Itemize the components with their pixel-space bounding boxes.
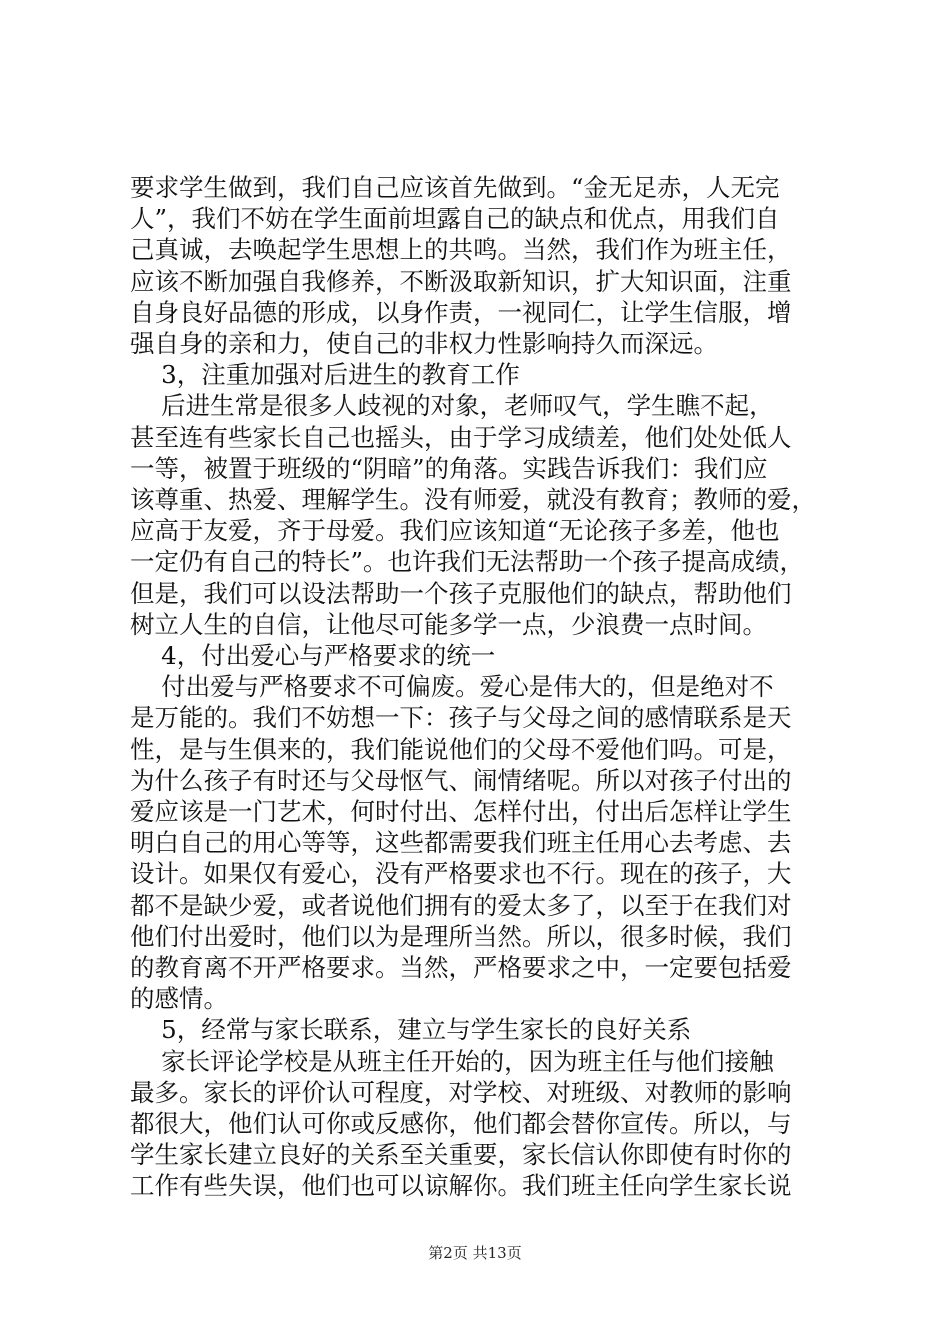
text-line: 家长评论学校是从班主任开始的，因为班主任与他们接触 bbox=[130, 1046, 774, 1076]
text-line: 5，经常与家长联系，建立与学生家长的良好关系 bbox=[130, 1015, 692, 1045]
text-line: 甚至连有些家长自己也摇头，由于学习成绩差，他们处处低人 bbox=[130, 422, 792, 452]
text-line: 是万能的。我们不妨想一下：孩子与父母之间的感情联系是天 bbox=[130, 703, 792, 733]
text-line: 工作有些失误，他们也可以谅解你。我们班主任向学生家长说 bbox=[130, 1171, 792, 1201]
text-line: 设计。如果仅有爱心，没有严格要求也不行。现在的孩子，大 bbox=[130, 859, 792, 889]
text-line: 4，付出爱心与严格要求的统一 bbox=[130, 641, 496, 670]
text-line: 明白自己的用心等等，这些都需要我们班主任用心去考虑、去 bbox=[130, 828, 792, 858]
text-line: 的教育离不开严格要求。当然，严格要求之中，一定要包括爱 bbox=[130, 953, 792, 982]
text-line: 爱应该是一门艺术，何时付出、怎样付出，付出后怎样让学生 bbox=[130, 797, 792, 826]
page-footer: 第2页 共13页 bbox=[428, 1244, 522, 1262]
text-line: 后进生常是很多人歧视的对象，老师叹气，学生瞧不起， bbox=[130, 391, 774, 421]
text-line: 一定仍有自己的特长”。也许我们无法帮助一个孩子提高成绩， bbox=[130, 547, 805, 577]
text-line: 性，是与生俱来的，我们能说他们的父母不爱他们吗。可是， bbox=[130, 734, 792, 764]
text-line: 付出爱与严格要求不可偏废。爱心是伟大的，但是绝对不 bbox=[130, 672, 774, 702]
text-line: 都不是缺少爱，或者说他们拥有的爱太多了，以至于在我们对 bbox=[130, 890, 792, 920]
text-line: 应高于友爱，齐于母爱。我们应该知道“无论孩子多差，他也 bbox=[130, 516, 780, 546]
text-line: 为什么孩子有时还与父母怄气、闹情绪呢。所以对孩子付出的 bbox=[130, 765, 792, 795]
text-line: 要求学生做到，我们自己应该首先做到。“金无足赤，人无完 bbox=[130, 173, 780, 202]
text-line: 该尊重、热爱、理解学生。没有师爱，就没有教育；教师的爱， bbox=[130, 485, 816, 514]
text-line: 树立人生的自信，让他尽可能多学一点，少浪费一点时间。 bbox=[130, 609, 767, 639]
text-line: 最多。家长的评价认可程度，对学校、对班级、对教师的影响 bbox=[130, 1077, 792, 1107]
text-line: 都很大，他们认可你或反感你，他们都会替你宣传。所以，与 bbox=[130, 1109, 792, 1138]
text-line: 强自身的亲和力，使自己的非权力性影响持久而深远。 bbox=[130, 329, 718, 358]
text-line: 学生家长建立良好的关系至关重要，家长信认你即使有时你的 bbox=[130, 1140, 792, 1170]
text-line: 应该不断加强自我修养，不断汲取新知识，扩大知识面，注重 bbox=[130, 266, 792, 296]
text-line: 己真诚，去唤起学生思想上的共鸣。当然，我们作为班主任， bbox=[130, 235, 792, 265]
text-line: 的感情。 bbox=[130, 984, 228, 1014]
text-line: 人”，我们不妨在学生面前坦露自己的缺点和优点，用我们自 bbox=[130, 204, 780, 234]
text-line: 他们付出爱时，他们以为是理所当然。所以，很多时候，我们 bbox=[130, 921, 792, 951]
text-line: 但是，我们可以设法帮助一个孩子克服他们的缺点，帮助他们 bbox=[130, 578, 792, 608]
text-line: 一等，被置于班级的“阴暗”的角落。实践告诉我们：我们应 bbox=[130, 453, 768, 483]
text-line: 3，注重加强对后进生的教育工作 bbox=[130, 360, 520, 390]
text-line: 自身良好品德的形成，以身作责，一视同仁，让学生信服，增 bbox=[130, 297, 792, 327]
